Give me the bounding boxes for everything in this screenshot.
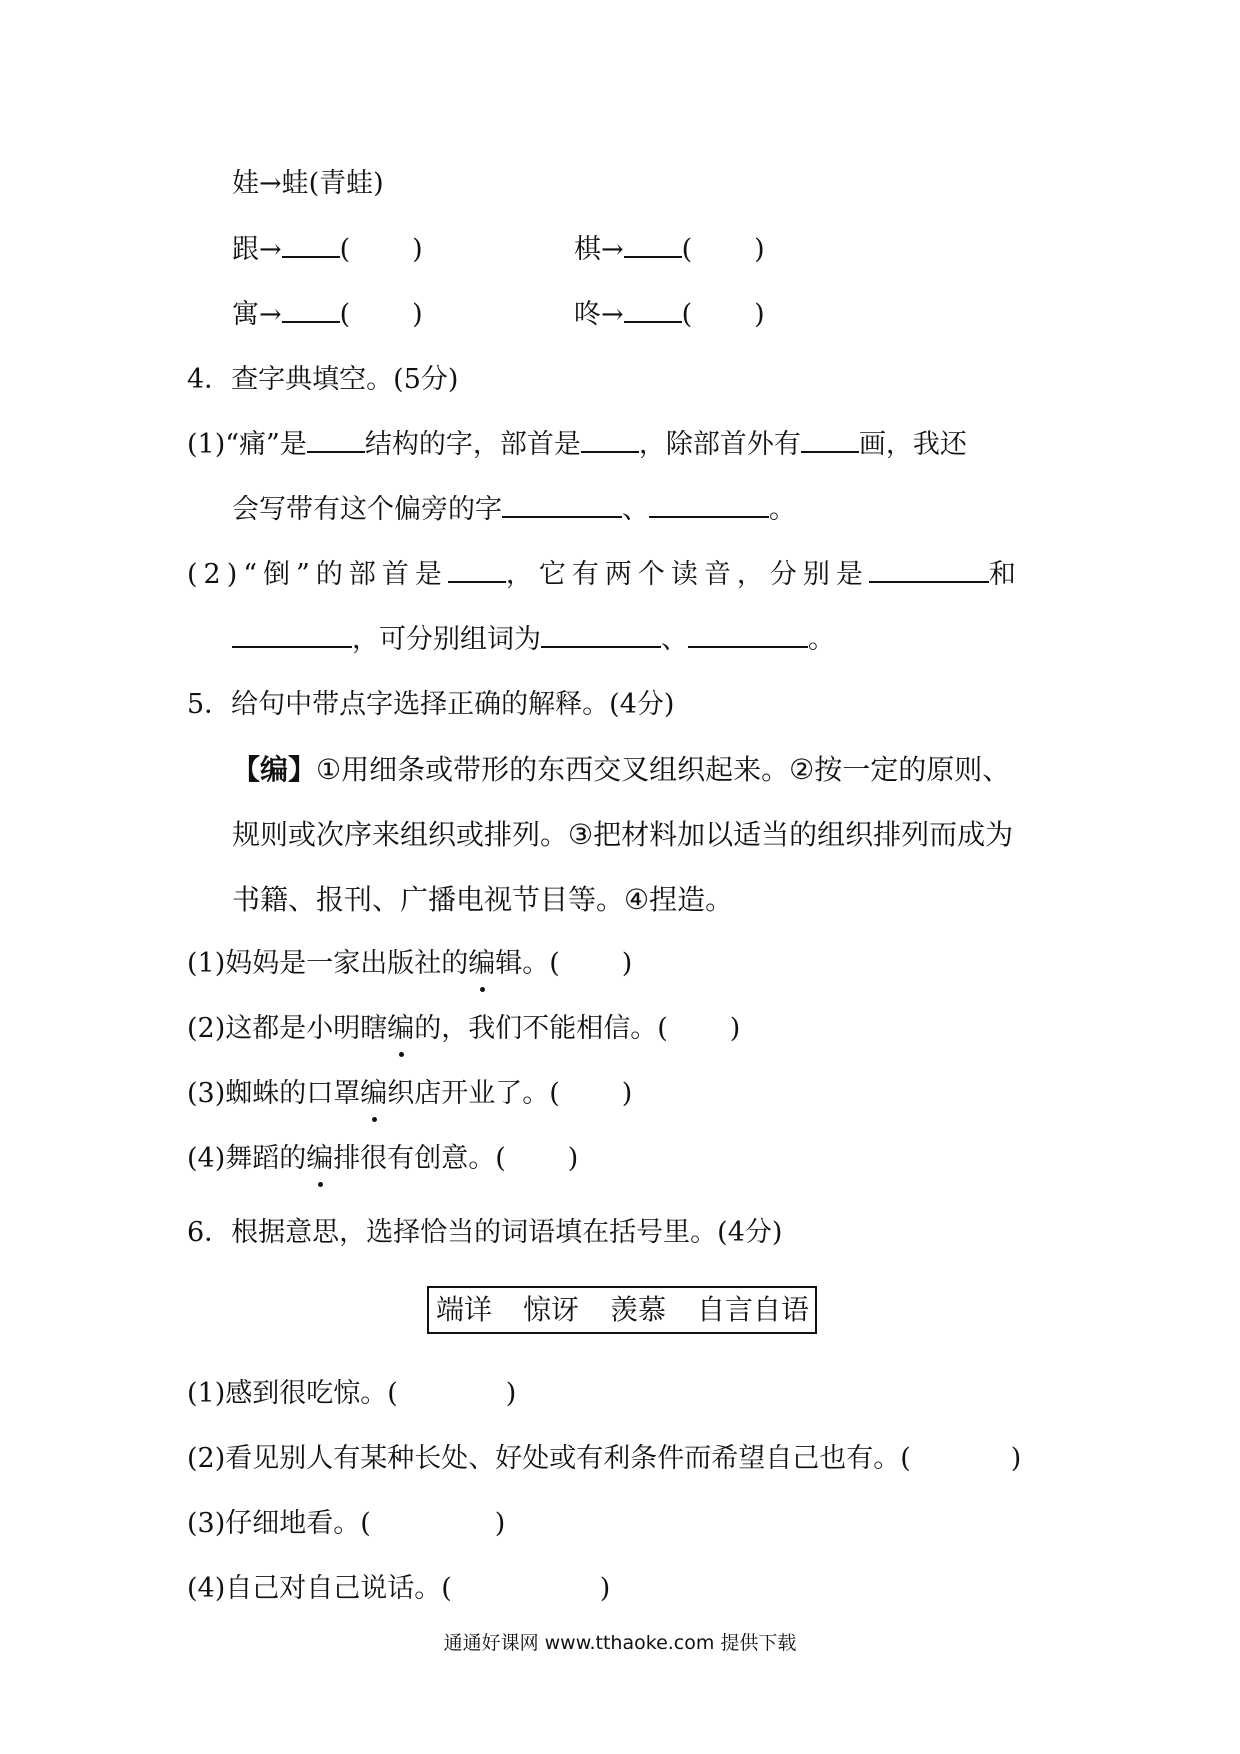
q5-title: 5．给句中带点字选择正确的解释。(4分) bbox=[187, 689, 675, 720]
paren-close: ) bbox=[494, 1508, 506, 1539]
paren-close: ) bbox=[754, 234, 765, 265]
q5-def-text: ①用细条或带形的东西交叉组织起来。②按一定的原则、 bbox=[316, 753, 1011, 786]
separator: 、 bbox=[661, 624, 688, 655]
q5-definition-line3: 书籍、报刊、广播电视节目等。④捏造。 bbox=[232, 883, 734, 916]
paren-close: ) bbox=[729, 1013, 741, 1044]
q5-s2-text: (2)这都是小明瞎 bbox=[187, 1013, 388, 1044]
paren-close: ) bbox=[599, 1573, 611, 1604]
q4-p2-mid: ，它有两个读音，分别是 bbox=[505, 559, 869, 590]
word-bank-item: 端详 bbox=[436, 1293, 493, 1326]
answer-blank[interactable] bbox=[581, 429, 639, 453]
q5-definition-line1 bbox=[232, 750, 1010, 790]
q6-item-text: (3)仔细地看。( bbox=[187, 1508, 371, 1539]
q4-part1-line1 bbox=[187, 425, 967, 465]
dotted-char: 编 bbox=[360, 1074, 387, 1114]
answer-blank[interactable] bbox=[448, 559, 506, 583]
q4-p2-end: 和 bbox=[988, 559, 1016, 590]
q5-s2-text-end: 的，我们不能相信。( bbox=[414, 1013, 668, 1044]
q3-item-label: 跟→ bbox=[232, 234, 282, 265]
answer-blank[interactable] bbox=[624, 234, 682, 258]
answer-blank[interactable] bbox=[801, 429, 859, 453]
q6-item-text: (4)自己对自己说话。( bbox=[187, 1573, 452, 1604]
paren-open: ( bbox=[339, 234, 351, 265]
paren-close: ) bbox=[621, 1078, 633, 1109]
answer-blank[interactable] bbox=[688, 624, 808, 648]
paren-open: ( bbox=[339, 299, 351, 330]
q4-part2-line1 bbox=[187, 555, 1016, 595]
q6-title: 6．根据意思，选择恰当的词语填在括号里。(4分) bbox=[187, 1217, 783, 1248]
answer-blank[interactable] bbox=[282, 234, 340, 258]
q6-item-2 bbox=[187, 1439, 1021, 1479]
word-bank-item: 自言自语 bbox=[697, 1293, 810, 1326]
q3-item-4 bbox=[574, 295, 765, 335]
dotted-char: 编 bbox=[468, 944, 495, 984]
word-bank-item: 羡慕 bbox=[610, 1293, 667, 1326]
q3-item-label: 寓→ bbox=[232, 299, 282, 330]
q6-item-text: (2)看见别人有某种长处、好处或有利条件而希望自己也有。( bbox=[187, 1443, 911, 1474]
q3-item-label: 棋→ bbox=[574, 234, 624, 265]
answer-blank[interactable] bbox=[502, 494, 622, 518]
dotted-char: 编 bbox=[306, 1139, 333, 1179]
footer-source: 通通好课网 www.tthaoke.com 提供下载 bbox=[443, 1632, 797, 1654]
paren-close: ) bbox=[621, 948, 633, 979]
q4-part1-line2 bbox=[232, 490, 796, 530]
separator: 、 bbox=[622, 494, 649, 525]
paren-open: ( bbox=[681, 299, 693, 330]
q5-s4-text: (4)舞蹈的 bbox=[187, 1143, 307, 1174]
q5-sentence-4 bbox=[187, 1139, 578, 1179]
answer-blank[interactable] bbox=[232, 624, 352, 648]
word-bank-item: 惊讶 bbox=[523, 1293, 580, 1326]
paren-close: ) bbox=[754, 299, 765, 330]
paren-close: ) bbox=[505, 1378, 517, 1409]
q4-part2-line2 bbox=[232, 620, 835, 660]
q5-s3-text-end: 织店开业了。( bbox=[387, 1078, 560, 1109]
q3-item-3 bbox=[232, 295, 423, 335]
q4-p2-line2-mid: ，可分别组词为 bbox=[352, 624, 541, 655]
period: 。 bbox=[769, 494, 796, 525]
paren-open: ( bbox=[681, 234, 693, 265]
q6-item-3 bbox=[187, 1504, 505, 1544]
q4-p1-prefix: (1)“痛”是 bbox=[187, 429, 307, 460]
word-bank-box bbox=[427, 1286, 817, 1334]
paren-close: ) bbox=[1010, 1443, 1022, 1474]
q5-def-head: 【编】 bbox=[232, 753, 317, 786]
q3-item-2 bbox=[574, 230, 765, 270]
q6-item-4 bbox=[187, 1569, 610, 1609]
q5-s1-text-end: 辑。( bbox=[495, 948, 560, 979]
q3-example: 娃→蛙(青蛙) bbox=[232, 168, 384, 199]
q5-definition-line2: 规则或次序来组织或排列。③把材料加以适当的组织排列而成为 bbox=[232, 818, 1014, 851]
dotted-char: 编 bbox=[387, 1009, 414, 1049]
paren-close: ) bbox=[567, 1143, 579, 1174]
q5-s3-text: (3)蜘蛛的口罩 bbox=[187, 1078, 361, 1109]
q4-p1-mid1: 结构的字，部首是 bbox=[364, 429, 581, 460]
q4-p2-prefix: (2)“倒”的部首是 bbox=[187, 559, 448, 590]
period: 。 bbox=[808, 624, 835, 655]
answer-blank[interactable] bbox=[869, 559, 989, 583]
q6-item-1 bbox=[187, 1374, 516, 1414]
q6-item-text: (1)感到很吃惊。( bbox=[187, 1378, 398, 1409]
q5-sentence-3 bbox=[187, 1074, 632, 1114]
q4-p1-mid2: ，除部首外有 bbox=[638, 429, 801, 460]
answer-blank[interactable] bbox=[624, 299, 682, 323]
q3-item-1 bbox=[232, 230, 423, 270]
paren-close: ) bbox=[412, 299, 423, 330]
q4-p1-line2-prefix: 会写带有这个偏旁的字 bbox=[232, 494, 502, 525]
answer-blank[interactable] bbox=[649, 494, 769, 518]
q5-s4-text-end: 排很有创意。( bbox=[333, 1143, 506, 1174]
q4-p1-end: 画，我还 bbox=[858, 429, 967, 460]
answer-blank[interactable] bbox=[282, 299, 340, 323]
paren-close: ) bbox=[412, 234, 423, 265]
q3-item-label: 咚→ bbox=[574, 299, 624, 330]
q5-sentence-1 bbox=[187, 944, 632, 984]
q5-sentence-2 bbox=[187, 1009, 740, 1049]
q4-title: 4．查字典填空。(5分) bbox=[187, 364, 459, 395]
answer-blank[interactable] bbox=[541, 624, 661, 648]
q5-s1-text: (1)妈妈是一家出版社的 bbox=[187, 948, 469, 979]
answer-blank[interactable] bbox=[307, 429, 365, 453]
